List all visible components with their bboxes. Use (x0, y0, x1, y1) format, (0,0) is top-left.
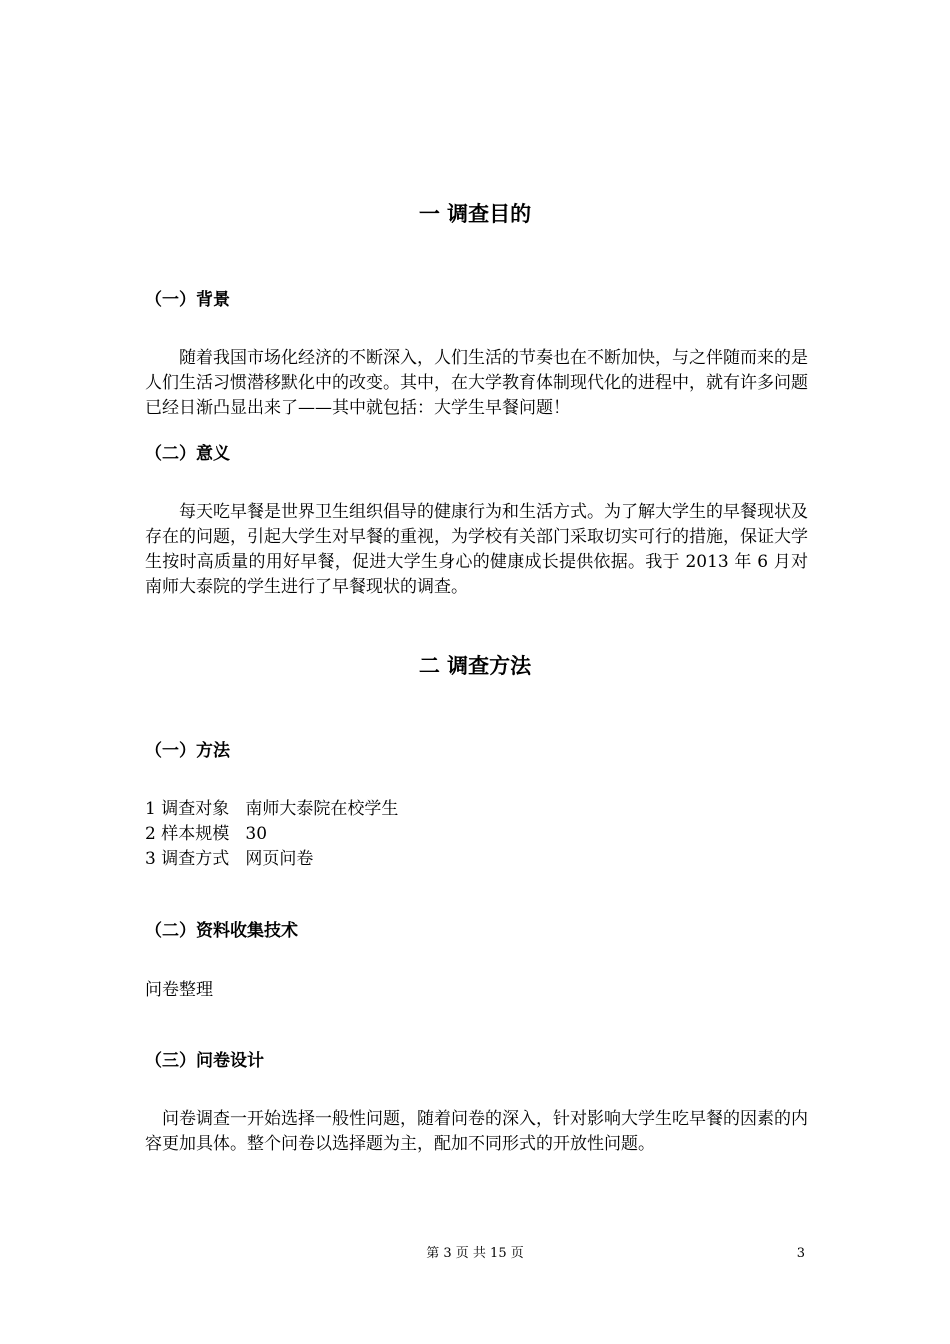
meaning-heading: （二）意义 (145, 444, 230, 464)
design-paragraph: 问卷调查一开始选择一般性问题，随着问卷的深入，针对影响大学生吃早餐的因素的内容更加具体。整个问卷以选择题为主，配加不同形式的开放性问题。 (145, 1109, 808, 1154)
meaning-paragraph: 每天吃早餐是世界卫生组织倡导的健康行为和生活方式。为了解大学生的早餐现状及存在的问题，引起大学生对早餐的重视，为学校有关部门采取切实可行的措施，保证大学生按时高质量的用好早餐，促进大学生身心的健康成长提供依据。我于 2013 年 6 月对南师大泰院的学生进行了早餐现状的调查。 (145, 502, 808, 597)
method-item-survey-mode: 3 调查方式 网页问卷 (145, 849, 314, 869)
section-1-title: 一 调查目的 (418, 202, 532, 226)
method-item-sample-size: 2 样本规模 30 (145, 824, 268, 844)
method-item-subject: 1 调查对象 南师大泰院在校学生 (145, 799, 399, 819)
collection-paragraph: 问卷整理 (145, 980, 213, 1000)
method-heading: （一）方法 (145, 741, 230, 761)
design-heading: （三）问卷设计 (145, 1051, 264, 1071)
background-paragraph: 随着我国市场化经济的不断深入，人们生活的节奏也在不断加快，与之伴随而来的是人们生活习惯潜移默化中的改变。其中，在大学教育体制现代化的进程中，就有许多问题已经日渐凸显出来了——其中就包括：大学生早餐问题！ (145, 348, 808, 418)
page-footer: 第 3 页 共 15 页 (426, 1246, 524, 1261)
method-list (145, 797, 398, 872)
page-number: 3 (796, 1246, 805, 1261)
section-2-title: 二 调查方法 (418, 654, 532, 678)
collection-heading: （二）资料收集技术 (145, 921, 298, 941)
background-heading: （一）背景 (145, 290, 230, 310)
